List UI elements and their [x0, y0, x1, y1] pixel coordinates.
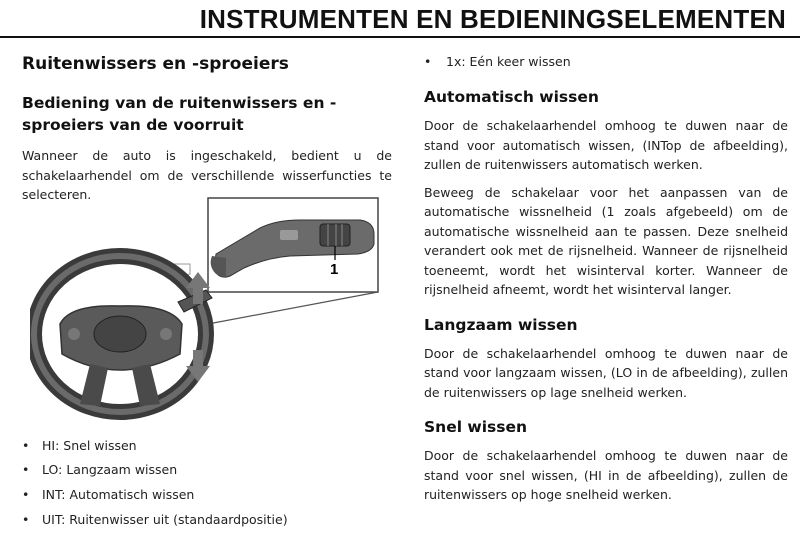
- wiper-stalk-figure: [30, 194, 390, 434]
- left-column: [22, 54, 392, 205]
- steering-spoke: [80, 364, 108, 406]
- section-title: Ruitenwissers en -sproeiers: [22, 54, 289, 74]
- speed-adjust-knob: [320, 224, 350, 246]
- page-title: INSTRUMENTEN EN BEDIENINGSELEMENTEN: [199, 4, 786, 34]
- wheel-button: [160, 328, 172, 340]
- paragraph: Beweeg de schakelaar voor het aanpassen van de automatische wissnelheid (1 zoals afgebeeld) om de automatische wissnelheid aan te passen. Deze snelheid verandert ook met de rijsnelheid. Wanneer de rijsnelheid toeneemt, wordt het wisinterval korter. Wanneer de rijsnelheid afneemt, wordt het wisinterval langer.: [424, 184, 788, 297]
- bullet-item: • HI: Snel wissen: [22, 438, 137, 453]
- inset-connector: [208, 292, 378, 324]
- callout-label: 1: [330, 261, 339, 278]
- steering-spoke: [132, 364, 160, 406]
- header-rule: [0, 36, 800, 38]
- right-column: [424, 52, 788, 505]
- intro-paragraph: Wanneer de auto is ingeschakeld, bedient u de schakelaarhendel om de verschillende wisserfuncties te selecteren.: [22, 148, 392, 202]
- paragraph: Door de schakelaarhendel omhoog te duwen naar de stand voor automatisch wissen, (INTop de afbeelding), zullen de ruitenwissers automatisch werken.: [424, 118, 788, 172]
- paragraph: Door de schakelaarhendel omhoog te duwen naar de stand voor langzaam wissen, (LO in de afbeelding), zullen de ruitenwissers op lage snelheid werken.: [424, 345, 788, 400]
- hub-center: [94, 316, 146, 352]
- section-heading-auto: Automatisch wissen: [424, 88, 599, 106]
- subsection-title: Bediening van de ruitenwissers en -sproeiers van de voorruit: [22, 94, 337, 134]
- bullet-item: • UIT: Ruitenwisser uit (standaardpositie): [22, 512, 288, 527]
- wiper-symbol-icon: [280, 230, 298, 240]
- bullet-item: • 1x: Eén keer wissen: [424, 54, 571, 69]
- bullet-item: • INT: Automatisch wissen: [22, 487, 195, 502]
- section-heading-slow: Langzaam wissen: [424, 315, 578, 334]
- wheel-button: [68, 328, 80, 340]
- section-heading-fast: Snel wissen: [424, 418, 528, 436]
- steering-wheel-illustration: [30, 194, 390, 434]
- paragraph: Door de schakelaarhendel omhoog te duwen naar de stand voor snel wissen, (HI in de afbeelding), zullen de ruitenwissers op hoge snelheid werken.: [424, 448, 788, 502]
- bullet-item: • LO: Langzaam wissen: [22, 462, 178, 477]
